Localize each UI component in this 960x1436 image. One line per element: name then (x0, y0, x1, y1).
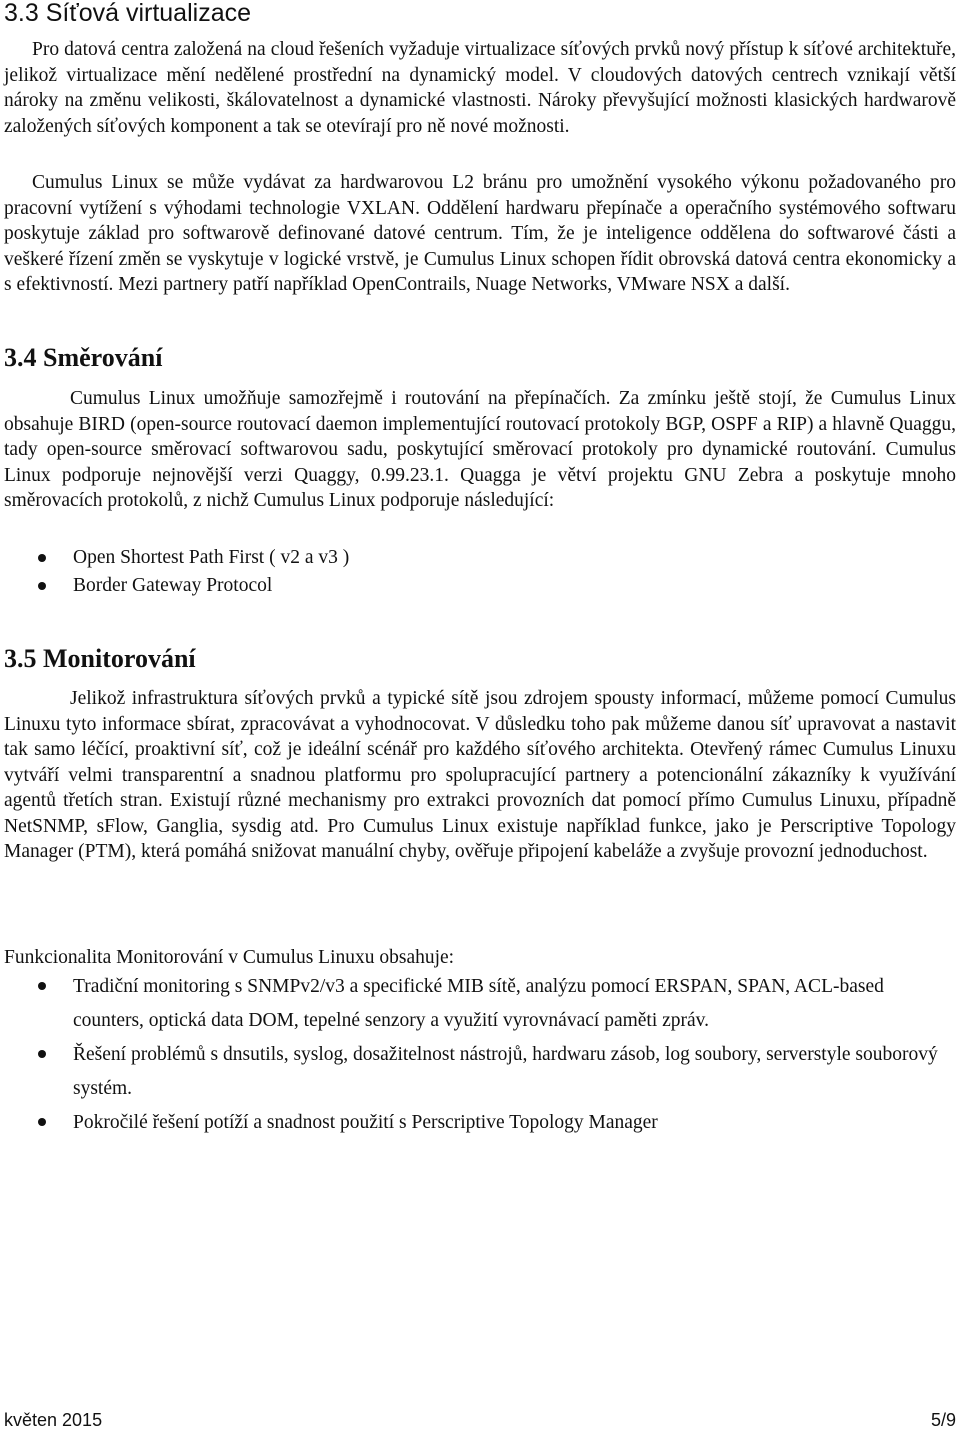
paragraph-virtualization-intro: Pro datová centra založená na cloud řešeních vyžaduje virtualizace síťových prvků nový přístup k síťové architektuře, jelikož virtualizace mění nedělené prostřední na dynamický model. V cloudových datových centrech vznikají větší nároky na změnu velikosti, škálovatelnost a dynamické vlastnosti. Nároky převyšující možnosti klasických hardwarově založených síťových komponent a tak se otevírají pro ně nové možnosti. (4, 39, 956, 137)
list-item (4, 572, 944, 600)
paragraph-monitoring: Jelikož infrastruktura síťových prvků a typické sítě jsou zdrojem spousty informací, můžeme pomocí Cumulus Linuxu tyto informace sbírat, zpracovávat a vyhodnocovat. V důsledku toho pak můžeme danou síť upravovat a nastavit tak samo léčící, proaktivní síť, což je ideální scénář pro každého síťového architekta. Otevřený rámec Cumulus Linuxu vytváří velmi transparentní a snadnou platformu pro spolupracující partnery a potencionální zákazníky k využívání agentů třetích stran. Existují různé mechanismy pro extrakci provozních dat pomocí přímo Cumulus Linuxu, případně NetSNMP, sFlow, Ganglia, sysdig atd. Pro Cumulus Linux existuje například funkce, jako je Perscriptive Topology Manager (PTM), která pomáhá snižovat manuální chyby, ověřuje připojení kabeláže a zvyšuje provozní jednoduchost. (4, 688, 956, 862)
paragraph-routing: Cumulus Linux umožňuje samozřejmě i routování na přepínačích. Za zmínku ještě stojí, že Cumulus Linux obsahuje BIRD (open-source routovací daemon implementující routovací protokoly BGP, OSPF a RIP) a hlavně Quaggu, tady open-source směrovací softwarovou sadu, poskytující směrovací protokoly pro dynamické routování. Cumulus Linux podporuje nejnovější verzi Quaggy, 0.99.23.1. Quagga je větví projektu GNU Zebra a poskytuje mnoho směrovacích protokolů, z nichž Cumulus Linux podporuje následující: (4, 388, 956, 511)
paragraph-monitoring-features-intro: Funkcionalita Monitorování v Cumulus Linuxu obsahuje: (4, 947, 455, 968)
section-heading-3-5: 3.5 Monitorování (4, 644, 196, 673)
bullet-icon (38, 582, 46, 590)
monitoring-feature-list (4, 970, 944, 1140)
list-item (4, 970, 944, 1038)
bullet-icon (38, 554, 46, 562)
list-item-text: Řešení problémů s dnsutils, syslog, dosažitelnost nástrojů, hardwaru zásob, log soubory, serverstyle souborový systém. (73, 1044, 938, 1099)
list-item-text: Open Shortest Path First ( v2 a v3 ) (73, 547, 350, 568)
section-heading-3-4: 3.4 Směrování (4, 343, 163, 372)
bullet-icon (38, 982, 46, 990)
routing-protocol-list (4, 544, 944, 600)
list-item-text: Pokročilé řešení potíží a snadnost použití s Perscriptive Topology Manager (73, 1112, 658, 1133)
list-item (4, 1106, 944, 1140)
bullet-icon (38, 1118, 46, 1126)
footer-date: květen 2015 (4, 1410, 103, 1430)
footer-page-number: 5/9 (930, 1410, 956, 1430)
page-footer (4, 1410, 956, 1431)
list-item-text: Border Gateway Protocol (73, 575, 273, 596)
section-heading-3-3: 3.3 Síťová virtualizace (4, 0, 251, 27)
paragraph-virtualization-cumulus: Cumulus Linux se může vydávat za hardwarovou L2 bránu pro umožnění vysokého výkonu požadovaného pro pracovní vytížení s výhodami technologie VXLAN. Oddělení hardwaru přepínače a operačního systémového softwaru poskytuje základ pro softwarově definované datové centrum. Tím, že je inteligence oddělena do softwarové části a veškeré řízení změn se vyskytuje v logické vrstvě, je Cumulus Linux schopen řídit obrovská datová centra ekonomicky a s efektivností. Mezi partnery patří například OpenContrails, Nuage Networks, VMware NSX a další. (4, 172, 956, 295)
list-item-text: Tradiční monitoring s SNMPv2/v3 a specifické MIB sítě, analýzu pomocí ERSPAN, SPAN, ACL-based counters, optická data DOM, tepelné senzory a využití vyrovnávací paměti zpráv. (73, 976, 884, 1031)
bullet-icon (38, 1050, 46, 1058)
list-item (4, 1038, 944, 1106)
list-item (4, 544, 944, 572)
